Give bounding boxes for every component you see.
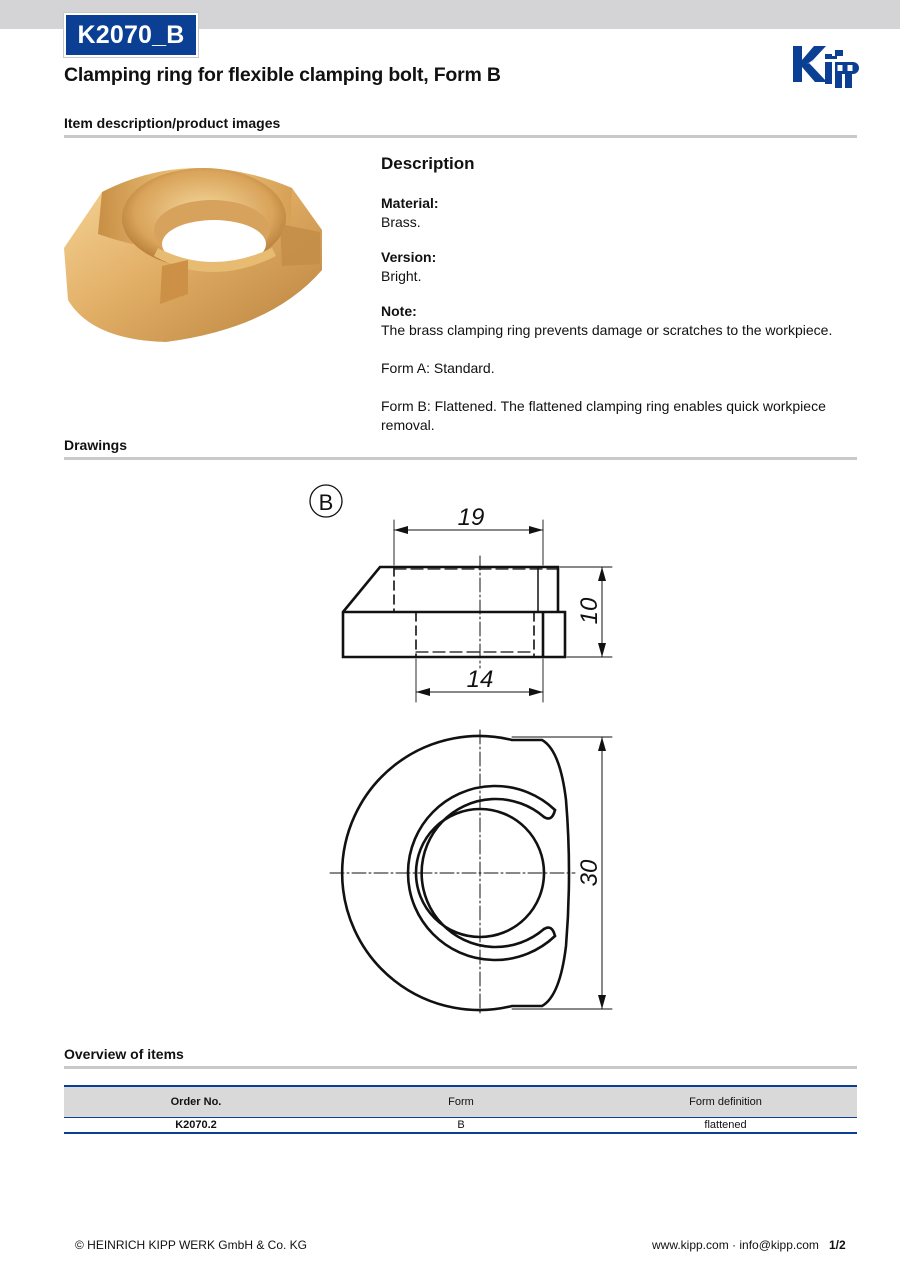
note-block [381, 302, 857, 435]
material-label: Material: [381, 195, 439, 211]
cell-form: B [328, 1117, 594, 1133]
section-heading-overview: Overview of items [64, 1046, 184, 1062]
form-a-text: Form A: Standard. [381, 360, 495, 376]
footer-contact[interactable]: www.kipp.com · info@kipp.com [652, 1238, 819, 1252]
note-text: The brass clamping ring prevents damage or scratches to the workpiece. [381, 322, 833, 338]
cell-form-definition: flattened [594, 1117, 857, 1133]
section-divider [64, 457, 857, 460]
dim-bottom-width: 14 [466, 666, 494, 693]
table-header-row [64, 1086, 857, 1117]
items-table [64, 1085, 857, 1134]
clamping-ring-photo [62, 152, 324, 344]
note-label: Note: [381, 303, 417, 319]
material-value: Brass. [381, 214, 421, 230]
item-code-badge: K2070_B [64, 13, 198, 57]
form-marker-letter: B [318, 490, 334, 515]
dim-top-width: 19 [457, 504, 485, 531]
technical-drawing [300, 480, 620, 1020]
svg-text:Kipp: Kipp [820, 90, 824, 91]
page-title: Clamping ring for flexible clamping bolt, Form B [64, 64, 501, 86]
dim-diameter: 30 [576, 859, 603, 887]
kipp-logo [785, 38, 859, 92]
header-order-no: Order No. [64, 1086, 328, 1117]
form-b-text: Form B: Flattened. The flattened clamping ring enables quick workpiece removal. [381, 398, 826, 433]
section-heading-item-description: Item description/product images [64, 115, 281, 131]
dim-height: 10 [576, 597, 603, 625]
section-heading-drawings: Drawings [64, 437, 128, 453]
header-form-definition: Form definition [594, 1086, 857, 1117]
header-form: Form [328, 1086, 594, 1117]
table-row [64, 1117, 857, 1133]
section-divider [64, 1066, 857, 1069]
description-heading: Description [381, 154, 475, 173]
version-block [381, 248, 857, 286]
cell-order-no: K2070.2 [64, 1117, 328, 1133]
footer-page-number: 1/2 [829, 1238, 846, 1252]
material-block [381, 194, 857, 232]
version-value: Bright. [381, 268, 422, 284]
footer-copyright: © HEINRICH KIPP WERK GmbH & Co. KG [75, 1238, 307, 1252]
description-panel [381, 154, 857, 435]
section-divider [64, 135, 857, 138]
version-label: Version: [381, 249, 437, 265]
